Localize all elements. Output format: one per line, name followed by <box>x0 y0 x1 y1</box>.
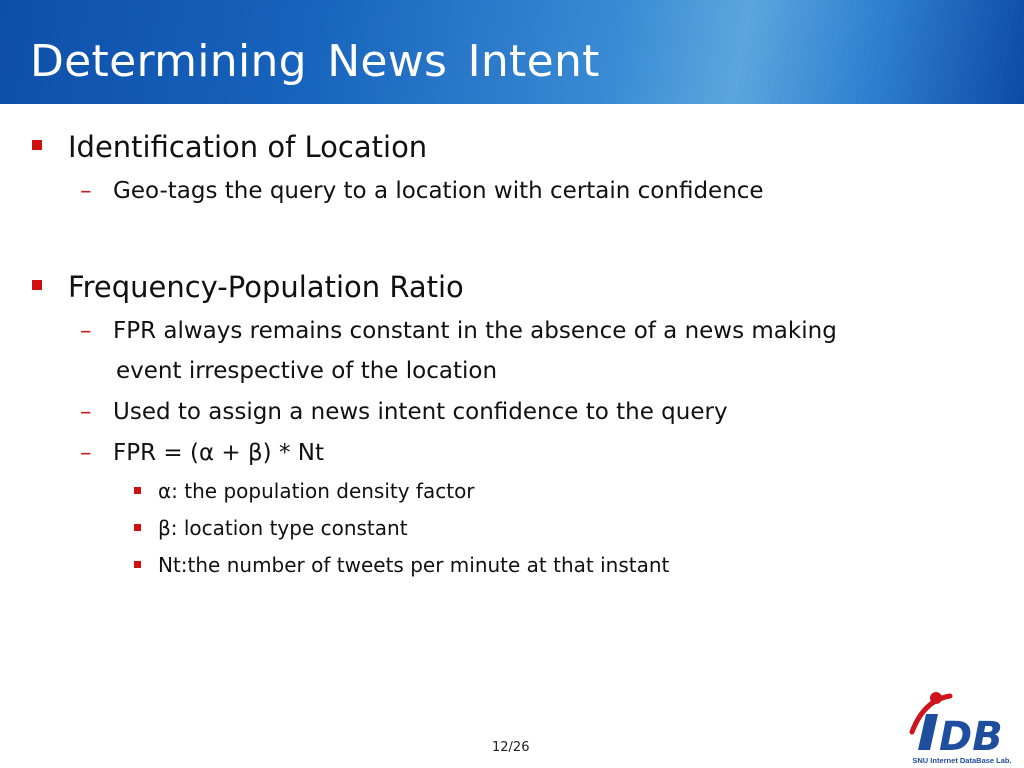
small-square-bullet-icon <box>134 561 141 568</box>
logo-i-stem-icon <box>918 714 938 750</box>
sub-bullet-fpr-formula: FPR = (α + β) * Nt <box>113 440 324 466</box>
bullet-frequency-population-ratio: Frequency-Population Ratio <box>68 270 464 304</box>
square-bullet-icon <box>32 280 42 290</box>
dash-bullet-icon: – <box>80 178 92 204</box>
slide-body <box>0 104 1024 704</box>
page-number: 12/26 <box>492 740 530 755</box>
logo-caption: SNU Internet DataBase Lab. <box>912 756 1012 765</box>
formula-item-beta: β: location type constant <box>158 516 408 540</box>
sub-bullet-geo-tags: Geo-tags the query to a location with certain confidence <box>113 178 764 204</box>
logo-db-letters: DB <box>939 714 1003 760</box>
dash-bullet-icon: – <box>80 440 92 466</box>
square-bullet-icon <box>32 140 42 150</box>
sub-bullet-fpr-constant-line2: event irrespective of the location <box>116 358 498 384</box>
small-square-bullet-icon <box>134 487 141 494</box>
formula-item-alpha: α: the population density factor <box>158 479 475 503</box>
idb-logo-icon <box>906 688 1018 766</box>
title-bar <box>0 0 1024 104</box>
slide-title: Determining News Intent <box>30 36 600 87</box>
dash-bullet-icon: – <box>80 399 92 425</box>
formula-item-nt: Nt:the number of tweets per minute at that instant <box>158 553 670 577</box>
dash-bullet-icon: – <box>80 318 92 344</box>
sub-bullet-fpr-constant-line1: FPR always remains constant in the absence of a news making <box>113 318 837 344</box>
sub-bullet-news-intent-confidence: Used to assign a news intent confidence to the query <box>113 399 728 425</box>
bullet-identification-of-location: Identification of Location <box>68 130 428 164</box>
small-square-bullet-icon <box>134 524 141 531</box>
